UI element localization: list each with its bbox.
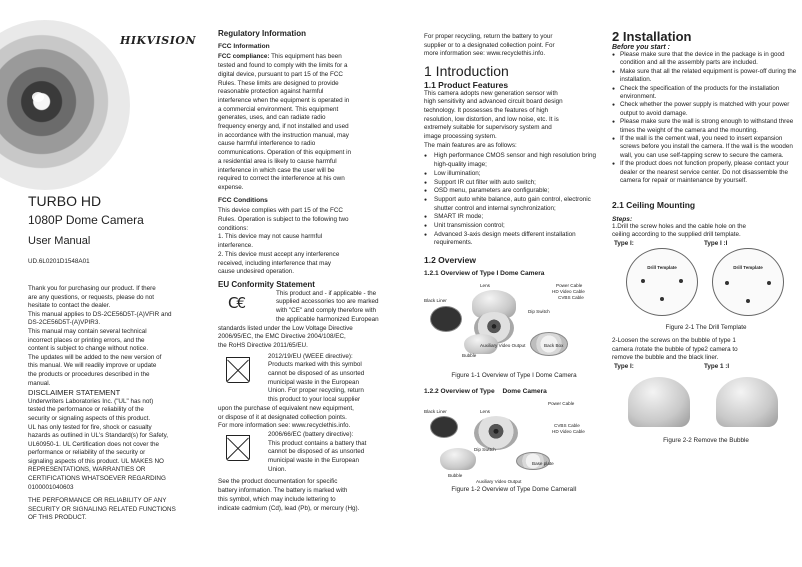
text-line: performance or reliability of the security or	[28, 449, 146, 457]
text-line: reasonable protection against harmful	[218, 88, 324, 96]
text-line: cause undesired operation.	[218, 268, 294, 276]
text-line: resolution, low distortion, and low noise, etc. It is	[424, 115, 559, 123]
recycling-text	[424, 33, 604, 59]
doc-type: User Manual	[28, 235, 91, 247]
text-line: 0100001040603	[28, 483, 74, 491]
label-black-liner-2: Black Liner	[424, 408, 447, 414]
feature-item: ● Support auto white balance, auto gain control, electronic shutter control and internal synchronization;	[424, 196, 604, 213]
text-line: this manual. We will readily improve or update	[28, 362, 157, 370]
label-power-cable-2: Power Cable	[548, 400, 575, 406]
label-aux-video: Auxiliary Video Output	[480, 342, 526, 348]
text-line: 1. This device may not cause harmful	[218, 233, 323, 241]
text-line: 2006/66/EC (battery directive):	[268, 430, 354, 438]
text-line: interference when the equipment is operated in	[218, 96, 350, 104]
text-line: This camera adopts new generation sensor with	[424, 89, 558, 97]
brand-logo: HIKVISION	[120, 34, 197, 47]
feature-item: ● High performance CMOS sensor and high resolution bring high-quality image;	[424, 152, 604, 169]
label-base-plate: Base plate	[532, 460, 554, 466]
drill-template-label-2: Drill Template	[733, 264, 763, 270]
type-ii-label: Type I :I	[704, 239, 728, 247]
text-line: cannot be disposed of as unsorted	[268, 370, 365, 378]
fcc-label: FCC compliance:	[218, 53, 270, 61]
before-item: ● Please make sure that the device in the package is in good condition and all the assembly parts are included.	[612, 51, 800, 68]
text-line: hesitate to contact the dealer.	[28, 302, 111, 310]
text-line: This manual may contain several technical	[28, 327, 147, 335]
feature-item: ● Unit transmission control;	[424, 222, 604, 231]
text-line: expense.	[218, 183, 244, 191]
crossed-bin-icon	[226, 357, 250, 383]
before-list	[612, 51, 800, 186]
text-line: REPRESENTATIONS, WARRANTIES OR	[28, 466, 146, 474]
text-line: high sensitivity and advanced circuit board design	[424, 98, 563, 106]
text-line: This product and - if applicable - the	[276, 289, 377, 297]
disclaimer-footer	[28, 497, 200, 523]
text-line: supplied accessories too are marked	[276, 298, 379, 306]
text-line: indicate cadmium (Cd), lead (Pb), or mercury (Hg).	[218, 504, 360, 512]
eu-heading: EU Conformity Statement	[218, 279, 315, 289]
ce-mark-icon: C€	[228, 293, 245, 312]
figure-1-1-caption: Figure 1-1 Overview of Type I Dome Camera	[451, 371, 577, 379]
product-subtitle: 1080P Dome Camera	[28, 213, 144, 227]
drill-template-label-1: Drill Template	[647, 264, 677, 270]
introduction-column	[418, 0, 608, 567]
text-line: cannot be disposed of as unsorted	[268, 448, 365, 456]
text-line: Products marked with this symbol	[268, 361, 362, 369]
text-line: technology. It possesses the features of high	[424, 106, 549, 114]
drill-template-type1	[626, 248, 698, 316]
label-black-liner: Black Liner	[424, 297, 447, 303]
feature-item: ● SMART IR mode;	[424, 213, 604, 222]
text-line: manual.	[28, 379, 51, 387]
text-line: The main features are as follows:	[424, 141, 517, 149]
overview-heading: 1.2 Overview	[424, 255, 476, 266]
text-line: this product to your local supplier	[268, 396, 361, 404]
text-line: 2012/19/EU (WEEE directive):	[268, 352, 353, 360]
label-lens: Lens	[480, 282, 490, 288]
battery-text-tail	[218, 478, 410, 513]
text-line: tested the performance or reliability of the	[28, 406, 144, 414]
fcc-conditions-heading: FCC Conditions	[218, 196, 268, 204]
text-line: 2006/95/EC, the EMC Directive 2004/108/EC,	[218, 333, 346, 341]
text-line: security or signaling aspects of this product.	[28, 414, 151, 422]
text-line: standards listed under the Low Voltage Directive	[218, 324, 353, 332]
text-line: upon the purchase of equivalent new equipment,	[218, 404, 354, 412]
features-heading: 1.1 Product Features	[424, 79, 509, 90]
fcc-heading: FCC Information	[218, 42, 270, 50]
camera-module-2-image	[474, 416, 518, 450]
features-list	[424, 152, 604, 248]
text-line: digital device, pursuant to part 15 of the FCC	[218, 70, 343, 78]
bubble-2-image	[440, 448, 476, 470]
ce-section	[218, 290, 410, 351]
camera-lens-image	[0, 20, 130, 190]
text-line: cause harmful interference to radio	[218, 140, 316, 148]
battery-section	[218, 431, 410, 513]
disclaimer-text	[28, 398, 200, 493]
product-title: TURBO HD	[28, 193, 102, 209]
text-line: This device complies with part 15 of the FCC	[218, 207, 343, 215]
text-line: the products or procedures described in the	[28, 370, 150, 378]
type1-heading: 1.2.1 Overview of Type I Dome Camera	[424, 269, 545, 277]
figure-1-1	[424, 282, 604, 370]
text-line: extremely suitable for supervisory system and	[424, 124, 552, 132]
text-line: The updates will be added to the new version of	[28, 353, 162, 361]
intro-text	[28, 285, 200, 388]
remove-bubble-type1-image	[628, 377, 690, 427]
label-hd-video-cable-2: HD Video Cable	[552, 428, 585, 434]
text-line: 1.Drill the screw holes and the cable hole on the	[612, 222, 747, 230]
before-item: ● Check whether the power supply is matched with your power output to avoid damage.	[612, 101, 800, 118]
label-bubble-2: Bubble	[448, 472, 463, 478]
text-line: with "CE" and comply therefore with	[276, 307, 377, 315]
cover-column	[0, 0, 205, 567]
text-line: image processing system.	[424, 133, 497, 141]
features-text	[424, 90, 604, 151]
before-item: ● Make sure that all the related equipment is power-off during the installation.	[612, 68, 800, 85]
text-line: incorrect places or printing errors, and the	[28, 336, 145, 344]
text-line: frequency energy and, if not installed and used	[218, 123, 349, 131]
before-item: ● Please make sure the wall is strong enough to withstand three times the weight of the camera and the mounting.	[612, 118, 800, 135]
text-line: Rules. Operation is subject to the following two	[218, 216, 349, 224]
text-line: battery information. The battery is marked with	[218, 487, 348, 495]
text-line: hazards as outlined in UL's Standard(s) for Safety,	[28, 432, 169, 440]
fcc-paragraph: FCC compliance: This equipment has been tested and found to comply with the limits for a digital device, pursuant to part 15 of the FCC Rules. These limits are designed to provide reasonable protection against harmful interference when the equipment is operated in a commercial environment. This equipment generates, uses, and can radiate radio frequency energy and, if not installed and used in accordance with the instruction manual, may cause harmful interference to radio communications. Operation of this equipment in a residential area is likely to cause harmful interference in which case the user will be required to correct the interference at his own expense.	[218, 53, 410, 192]
type2-heading-a: 1.2.2 Overview of Type	[424, 388, 495, 396]
before-item: ● If the wall is the cement wall, you need to insert expansion screws before you install the camera. If the wall is the wooden wall, you can use self-tapping screw to secure the camera.	[612, 135, 800, 160]
regulatory-heading: Regulatory Information	[218, 29, 307, 38]
type2-heading-b: Dome Camera	[502, 388, 547, 396]
text-line: camera /rotate the bubble of type2 camera to	[612, 345, 738, 353]
type-i-label: Type I:	[614, 239, 634, 247]
text-line: 2. This device must accept any interference	[218, 250, 340, 258]
label-aux-video-2: Auxiliary Video Output	[476, 478, 522, 484]
type2-heading	[424, 388, 604, 397]
text-line: supplier or to a designated collection point. For	[424, 41, 555, 49]
text-line: generates, uses, and can radiate radio	[218, 114, 326, 122]
text-line: signaling aspects of this product. UL MAKES NO	[28, 457, 164, 465]
label-lens-2: Lens	[480, 408, 490, 414]
ceiling-mounting-heading: 2.1 Ceiling Mounting	[612, 199, 696, 210]
text-line: a commercial environment. This equipment	[218, 105, 339, 113]
type-ii-label-b: Type 1 :I	[704, 363, 730, 371]
figure-1-2	[424, 400, 604, 484]
text-line: OF THIS PRODUCT.	[28, 514, 87, 522]
feature-item: ● Low illumination;	[424, 170, 604, 179]
figure-2-1-caption: Figure 2-1 The Drill Template	[665, 323, 747, 331]
text-line: municipal waste in the European	[268, 457, 360, 465]
label-bubble: Bubble	[462, 352, 477, 358]
label-dip-switch: Dip Switch	[528, 308, 550, 314]
label-hd-video-cable: HD Video Cable	[552, 288, 585, 294]
crossed-bin-battery-icon	[226, 435, 250, 461]
text-line: this symbol, which may include lettering to	[218, 495, 336, 503]
text-line: interference.	[218, 242, 254, 250]
text-line: conditions:	[218, 224, 249, 232]
label-dip-switch-2: Dip Switch	[474, 446, 496, 452]
text-line: THE PERFORMANCE OR RELIABILITY OF ANY	[28, 497, 167, 505]
ce-text	[218, 290, 410, 325]
figure-2-2-caption: Figure 2-2 Remove the Bubble	[663, 437, 749, 445]
before-item: ● Check the specification of the products for the installation environment.	[612, 85, 800, 102]
text-line: See the product documentation for specific	[218, 478, 338, 486]
before-item: ● If the product does not function properly, please contact your dealer or the nearest service center. Do not disassemble the camera for repair or maintenance by yourself.	[612, 160, 800, 185]
step-2-text	[612, 337, 800, 363]
feature-item: ● Advanced 3-axis design meets different installation requirements.	[424, 231, 604, 248]
text-line: tested and found to comply with the limits for a	[218, 62, 348, 70]
text-line: are any questions, or requests, please do not	[28, 293, 155, 301]
text-line: CERTIFICATIONS WHATSOEVER REGARDING	[28, 475, 166, 483]
fcc-conditions-text	[218, 207, 410, 277]
disclaimer-heading: DISCLAIMER STATEMENT	[28, 388, 121, 398]
remove-bubble-type2-image	[716, 377, 778, 427]
cover-body	[28, 285, 200, 523]
text-line: or dispose of it at designated collection points.	[218, 413, 347, 421]
black-liner-image	[430, 306, 462, 332]
doc-code: UD.6L0201D1548A01	[28, 258, 90, 265]
text-line: Underwriters Laboratories Inc. ("UL" has not)	[28, 397, 154, 405]
text-line: the applicable harmonized European	[276, 315, 379, 323]
label-cvbs-cable-2: CVBS Cable	[554, 422, 580, 428]
drill-template-type2	[712, 248, 784, 316]
text-line: more information see: www.recyclethis.info.	[424, 50, 546, 58]
text-line: UL has only tested for fire, shock or casualty	[28, 423, 152, 431]
text-line: DS-2CE56D5T-(A)VPIR3.	[28, 319, 101, 327]
step-1-text	[612, 223, 800, 240]
weee-text-tail	[218, 405, 410, 431]
text-line: remove the bubble and the black liner.	[612, 354, 719, 362]
text-line: For more information see: www.recyclethis.info.	[218, 422, 351, 430]
text-line: UL60950-1. UL Certification does not cover the	[28, 440, 160, 448]
weee-section	[218, 353, 410, 431]
text-line: Thank you for purchasing our product. If there	[28, 285, 156, 292]
text-line: a residential area is likely to cause harmful	[218, 157, 337, 165]
installation-heading: 2 Installation	[612, 29, 692, 44]
label-cvbs-cable: CVBS Cable	[558, 294, 584, 300]
text-line: interference in which case the user will be	[218, 166, 335, 174]
text-line: This product contains a battery that	[268, 439, 367, 447]
black-liner-2-image	[430, 416, 458, 438]
before-you-start: Before you start :	[612, 44, 670, 51]
introduction-heading: 1 Introduction	[424, 63, 509, 80]
text-line: Rules. These limits are designed to provide	[218, 79, 339, 87]
ce-text-tail	[218, 325, 410, 351]
text-line: SECURITY OR SIGNALING RELATED FUNCTIONS	[28, 505, 176, 513]
regulatory-column	[212, 0, 410, 567]
figure-2-1	[612, 240, 800, 318]
text-line: in accordance with the instruction manual, may	[218, 131, 349, 139]
text-line: 2-Loosen the screws on the bubble of type 1	[612, 336, 736, 344]
feature-item: ● OSD menu, parameters are configurable;	[424, 187, 604, 196]
label-power-cable: Power Cable	[556, 282, 583, 288]
text-line: received, including interference that may	[218, 259, 332, 267]
installation-column	[608, 0, 802, 567]
text-line: Union.	[268, 465, 287, 473]
text-line: content is subject to change without notice.	[28, 345, 149, 353]
text-line: communications. Operation of this equipment in	[218, 149, 352, 157]
text-line: ceiling according to the supplied drill template.	[612, 231, 741, 239]
type-i-label-b: Type I:	[614, 363, 634, 371]
steps-label: Steps:	[612, 215, 633, 223]
label-back-box: Back Box	[544, 342, 564, 348]
text-line: required to correct the interference at his own	[218, 175, 345, 183]
figure-2-2	[612, 363, 800, 435]
text-line: For proper recycling, return the battery to your	[424, 33, 553, 40]
text-line: municipal waste in the European	[268, 378, 360, 386]
text-line: This manual applies to DS-2CE56D5T-(A)VFIR and	[28, 310, 172, 318]
feature-item: ● Support IR cut filter with auto switch;	[424, 179, 604, 188]
text-line: Union. For proper recycling, return	[268, 387, 364, 395]
figure-1-2-caption: Figure 1-2 Overview of Type Dome CameraII	[451, 485, 577, 493]
text-line: the RoHS Directive 2011/65/EU.	[218, 341, 308, 349]
